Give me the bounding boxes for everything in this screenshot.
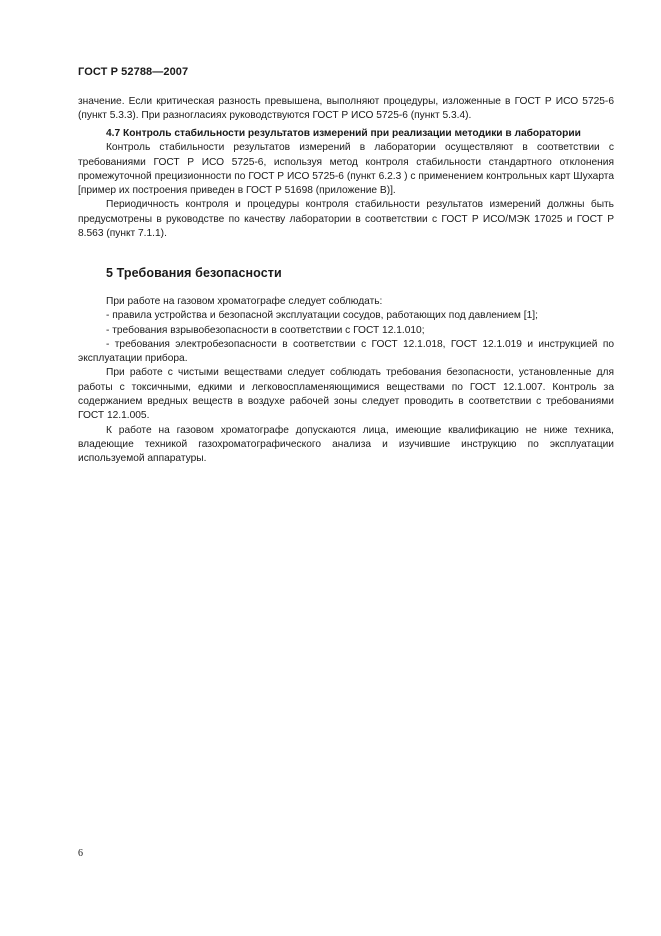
continuation-block [78, 95, 614, 124]
document-code-header: ГОСТ Р 52788—2007 [78, 66, 189, 78]
section-5-list-item-1: - правила устройства и безопасной эксплуатации сосудов, работающих под давлением [1]; [106, 310, 538, 322]
section-5-paragraph-2: При работе с чистыми веществами следует соблюдать требования безопасности, установленные для работы с токсичными, едкими и легковоспламеняющимися веществами по ГОСТ 12.1.007. Контроль за содержанием вредных веществ в воздухе рабочей зоны следует проводить в соответствии с требованиями ГОСТ 12.1.005. [78, 367, 614, 422]
section-5-body [78, 295, 614, 467]
section-5-title: 5 Требования безопасности [106, 266, 282, 280]
section-5-list-item-2: - требования взрывобезопасности в соответствии с ГОСТ 12.1.010; [106, 324, 425, 336]
section-5-paragraph-3: К работе на газовом хроматографе допускаются лица, имеющие квалификацию не ниже техника, владеющие техникой газохроматографического анализа и изучившие инструкцию по эксплуатации используемой аппаратуры. [78, 424, 614, 465]
subsection-4-7-heading: 4.7 Контроль стабильности результатов измерений при реализации методики в лаборатории [106, 128, 581, 139]
subsection-4-7-paragraph-1: Контроль стабильности результатов измерений в лаборатории осуществляют в соответствии с требованиями ГОСТ Р ИСО 5725-6, используя метод контроля стабильности стандартного отклонения промежуточной прецизионности по ГОСТ Р ИСО 5725-6 (пункт 6.2.3 ) с применением контрольных карт Шухарта [пример их построения приведен в ГОСТ Р 51698 (приложение В)]. [78, 142, 614, 197]
section-5-list-item-3: - требования электробезопасности в соответствии с ГОСТ 12.1.018, ГОСТ 12.1.019 и инструкцией по эксплуатации прибора. [78, 338, 614, 365]
continuation-paragraph: значение. Если критическая разность превышена, выполняют процедуры, изложенные в ГОСТ Р ИСО 5725-6 (пункт 5.3.3). При разногласиях руководствуются ГОСТ Р ИСО 5725-6 (пункт 5.3.4). [78, 96, 614, 122]
subsection-4-7-paragraph-2: Периодичность контроля и процедуры контроля стабильности результатов измерений должны быть предусмотрены в руководстве по качеству лаборатории в соответствии с ГОСТ Р ИСО/МЭК 17025 и ГОСТ Р 8.563 (пункт 7.1.1). [78, 199, 614, 240]
page-number: 6 [78, 848, 83, 859]
section-5-paragraph-1: При работе на газовом хроматографе следует соблюдать: [106, 296, 383, 307]
subsection-4-7 [78, 127, 614, 241]
